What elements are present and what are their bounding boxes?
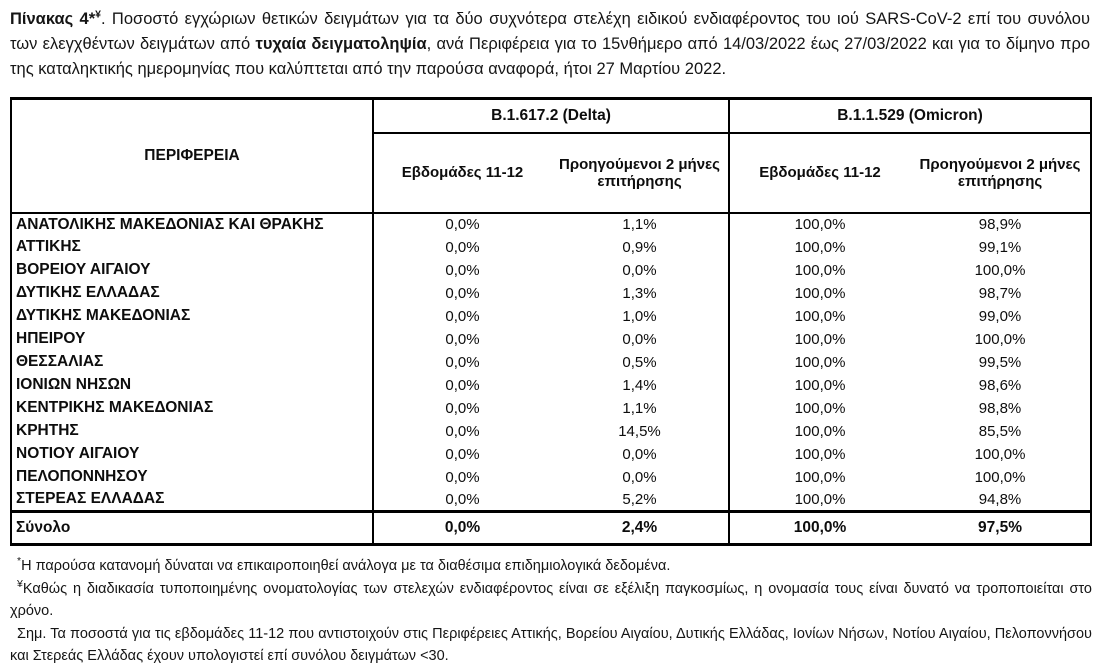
value-cell: 0,9% (551, 236, 729, 259)
column-header-region: ΠΕΡΙΦΕΡΕΙΑ (11, 99, 373, 213)
value-cell: 0,0% (445, 216, 480, 233)
region-cell: ΙΟΝΙΩΝ ΝΗΣΩΝ (11, 374, 373, 397)
value-cell: 100,0% (794, 284, 846, 302)
region-cell: ΔΥΤΙΚΗΣ ΕΛΛΑΔΑΣ (11, 282, 373, 305)
value-cell: 98,6% (978, 376, 1022, 394)
group-header-row (11, 99, 1091, 133)
value-cell: 100,0% (794, 422, 846, 440)
table-row (11, 420, 1091, 443)
caption-segment: ¥ (95, 8, 101, 21)
column-group-delta: B.1.617.2 (Delta) (373, 99, 729, 133)
value-cell: 0,0% (445, 445, 480, 463)
footnote: *Η παρούσα κατανομή δύναται να επικαιροποιηθεί ανάλογα με τα διαθέσιμα επιδημιολογικά δεδομένα. (17, 555, 671, 574)
table-row (11, 259, 1091, 282)
value-cell: 94,8% (978, 490, 1022, 508)
value-cell: 5,2% (551, 489, 729, 512)
value-cell: 0,0% (445, 261, 480, 279)
value-cell: 100,0% (974, 330, 1026, 348)
total-row (11, 512, 1091, 545)
value-cell: 0,0% (445, 468, 480, 486)
table-row (11, 466, 1091, 489)
subheader-omicron-weeks-11-12: Εβδομάδες 11-12 (729, 133, 910, 213)
value-cell: 1,4% (551, 374, 729, 397)
value-cell: 100,0% (974, 261, 1026, 279)
value-cell: 100,0% (794, 399, 846, 417)
table-row (11, 351, 1091, 374)
footnote: ¥Καθώς η διαδικασία τυποποιημένης ονοματολογίας των στελεχών ενδιαφέροντος είναι σε εξέλιξη παγκοσμίως, η ονομασία τους είναι δυνατό να τροποποιείται στο χρόνο. (10, 577, 1092, 619)
value-cell: 100,0% (794, 468, 846, 486)
column-group-omicron: B.1.1.529 (Omicron) (729, 99, 1091, 133)
value-cell: 0,0% (551, 443, 729, 466)
value-cell: 100,0% (794, 445, 846, 463)
table-row (11, 305, 1091, 328)
region-cell: ΣΤΕΡΕΑΣ ΕΛΛΑΔΑΣ (11, 489, 373, 512)
value-cell: 0,0% (445, 422, 480, 440)
table-row (11, 489, 1091, 512)
subheader-delta-weeks-11-12: Εβδομάδες 11-12 (373, 133, 551, 213)
region-cell: ΝΟΤΙΟΥ ΑΙΓΑΙΟΥ (11, 443, 373, 466)
value-cell: 1,3% (551, 282, 729, 305)
footnote-marker: ¥ (17, 577, 23, 590)
total-label: Σύνολο (11, 512, 373, 545)
region-cell: ΘΕΣΣΑΛΙΑΣ (11, 351, 373, 374)
value-cell: 1,1% (551, 397, 729, 420)
value-cell: 98,9% (978, 216, 1022, 233)
table-row (11, 236, 1091, 259)
value-cell: 1,0% (551, 305, 729, 328)
table-row (11, 282, 1091, 305)
region-cell: ΑΝΑΤΟΛΙΚΗΣ ΜΑΚΕΔΟΝΙΑΣ ΚΑΙ ΘΡΑΚΗΣ (11, 213, 373, 236)
value-cell: 0,0% (551, 466, 729, 489)
table-row (11, 328, 1091, 351)
table-row (11, 443, 1091, 466)
total-delta-weeks-value: 0,0% (373, 512, 551, 545)
region-cell: ΚΕΝΤΡΙΚΗΣ ΜΑΚΕΔΟΝΙΑΣ (11, 397, 373, 420)
footnote-marker: * (17, 555, 22, 568)
value-cell: 100,0% (974, 468, 1026, 486)
region-cell: ΗΠΕΙΡΟΥ (11, 328, 373, 351)
value-cell: 0,0% (445, 399, 480, 417)
value-cell: 100,0% (794, 330, 846, 348)
value-cell: 14,5% (551, 420, 729, 443)
value-cell: 0,0% (445, 353, 480, 371)
value-cell: 85,5% (978, 422, 1022, 440)
total-delta-previous-value: 2,4% (551, 512, 729, 545)
value-cell: 1,1% (551, 213, 729, 236)
table-row (11, 397, 1091, 420)
value-cell: 0,0% (445, 284, 480, 302)
caption-segment: . Ποσοστό εγχώριων θετικών δειγμάτων για τα δύο συχνότερα στελέχη ειδικού ενδιαφέροντος του ιού SARS-CoV-2 επί του συνόλου των ελεγχθέντων δειγμάτων από (10, 10, 1091, 53)
value-cell: 0,0% (445, 490, 480, 508)
value-cell: 100,0% (794, 307, 846, 325)
value-cell: 0,0% (445, 238, 480, 256)
value-cell: 0,0% (551, 328, 729, 351)
region-cell: ΔΥΤΙΚΗΣ ΜΑΚΕΔΟΝΙΑΣ (11, 305, 373, 328)
variants-table (10, 97, 1092, 546)
caption-segment: Πίνακας 4* (10, 10, 96, 28)
subheader-omicron-previous-2-months: Προηγούμενοι 2 μήνες επιτήρησης (910, 133, 1091, 213)
region-cell: ΠΕΛΟΠΟΝΝΗΣΟΥ (11, 466, 373, 489)
caption-segment: , ανά Περιφέρεια για το 15νθήμερο από 14/03/2022 έως 27/03/2022 και για το δίμηνο προ της καταληκτικής ημερομηνίας που καλύπτεται από την παρούσα αναφορά, ήτοι 27 Μαρτίου 2022. (10, 35, 1091, 78)
value-cell: 0,0% (445, 307, 480, 325)
value-cell: 0,5% (551, 351, 729, 374)
table-row (11, 213, 1091, 236)
value-cell: 0,0% (445, 376, 480, 394)
region-cell: ΒΟΡΕΙΟΥ ΑΙΓΑΙΟΥ (11, 259, 373, 282)
table-caption (10, 7, 1090, 82)
value-cell: 100,0% (794, 261, 846, 279)
value-cell: 100,0% (974, 445, 1026, 463)
region-cell: ΑΤΤΙΚΗΣ (11, 236, 373, 259)
footnotes (10, 555, 1092, 668)
value-cell: 100,0% (794, 353, 846, 371)
total-omicron-weeks-value: 100,0% (729, 512, 910, 545)
value-cell: 99,0% (978, 307, 1022, 325)
table-row (11, 374, 1091, 397)
value-cell: 100,0% (794, 238, 846, 256)
value-cell: 100,0% (794, 376, 846, 394)
value-cell: 99,5% (978, 353, 1022, 371)
footnote: Σημ. Τα ποσοστά για τις εβδομάδες 11-12 που αντιστοιχούν στις Περιφέρειες Αττικής, Βορείου Αιγαίου, Δυτικής Ελλάδας, Ιονίων Νήσων, Νοτίου Αιγαίου, Πελοποννήσου και Στερεάς Ελλάδας έχουν υπολογιστεί επί συνόλου δειγμάτων <30. (10, 625, 1092, 664)
caption-segment: τυχαία δειγματοληψία (255, 35, 427, 53)
value-cell: 98,8% (978, 399, 1022, 417)
value-cell: 100,0% (794, 490, 846, 508)
subheader-delta-previous-2-months: Προηγούμενοι 2 μήνες επιτήρησης (551, 133, 729, 213)
value-cell: 100,0% (794, 216, 846, 233)
value-cell: 99,1% (978, 238, 1022, 256)
value-cell: 0,0% (551, 259, 729, 282)
value-cell: 98,7% (978, 284, 1022, 302)
region-cell: ΚΡΗΤΗΣ (11, 420, 373, 443)
total-omicron-previous-value: 97,5% (910, 512, 1091, 545)
value-cell: 0,0% (445, 330, 480, 348)
